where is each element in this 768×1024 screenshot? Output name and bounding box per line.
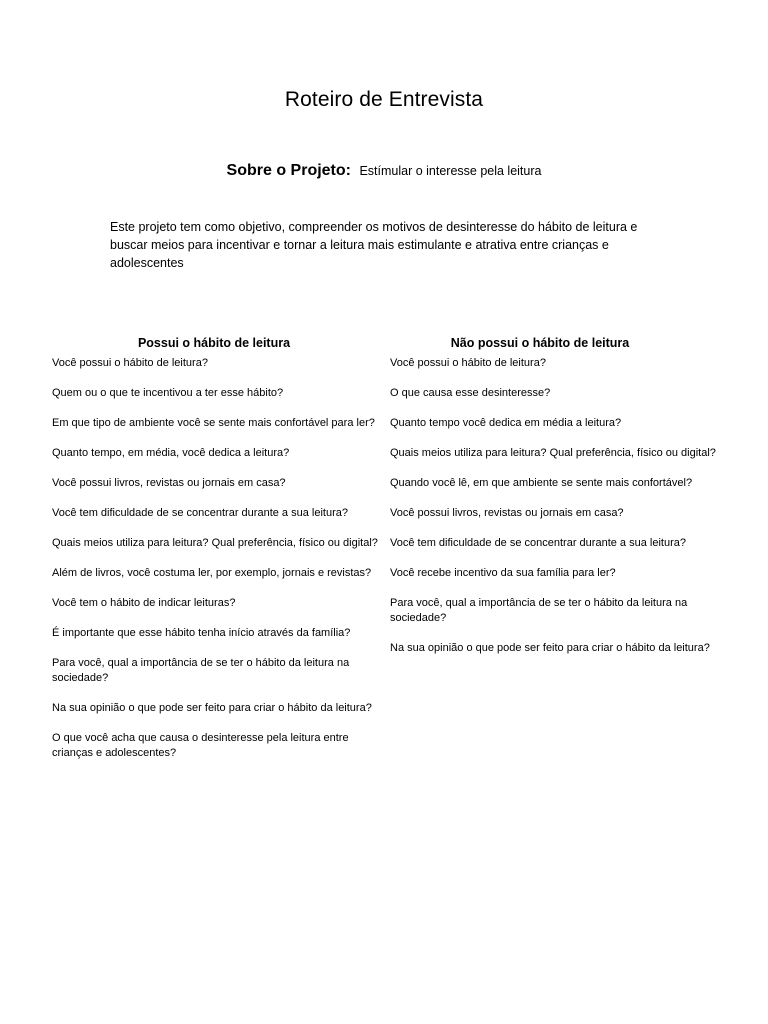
question-item: Você tem o hábito de indicar leituras? [52,597,236,609]
question-item: Você possui livros, revistas ou jornais em casa? [52,477,286,489]
question-item: Quais meios utiliza para leitura? Qual preferência, físico ou digital? [390,447,716,459]
question-item: Para você, qual a importância de se ter o hábito da leitura na sociedade? [52,657,350,684]
question-item: O que causa esse desinteresse? [390,387,551,399]
question-item: É importante que esse hábito tenha início através da família? [52,627,351,639]
question-list [390,356,730,656]
column-no-habit [390,336,730,671]
project-label: Sobre o Projeto: [226,162,351,179]
column-has-habit [52,336,382,776]
question-item: Quanto tempo você dedica em média a leitura? [390,417,622,429]
question-item: Na sua opinião o que pode ser feito para criar o hábito da leitura? [52,702,372,714]
column-header: Não possui o hábito de leitura [450,336,630,350]
question-list [52,356,382,761]
project-description: Este projeto tem como objetivo, compreender os motivos de desinteresse do hábito de leitura e buscar meios para incentivar e tornar a leitura mais estimulante e atrativa entre crianças e adolescentes [110,220,638,270]
question-item: O que você acha que causa o desinteresse pela leitura entre crianças e adolescentes? [52,732,349,759]
question-item: Quem ou o que te incentivou a ter esse hábito? [52,387,284,399]
project-line [0,162,768,180]
question-item: Quanto tempo, em média, você dedica a leitura? [52,447,290,459]
column-header: Possui o hábito de leitura [137,336,291,350]
question-item: Você tem dificuldade de se concentrar durante a sua leitura? [390,537,686,549]
question-item: Para você, qual a importância de se ter o hábito da leitura na sociedade? [390,597,688,624]
question-item: Você tem dificuldade de se concentrar durante a sua leitura? [52,507,348,519]
question-item: Além de livros, você costuma ler, por exemplo, jornais e revistas? [52,567,372,579]
question-item: Em que tipo de ambiente você se sente mais confortável para ler? [52,417,375,429]
question-item: Você possui o hábito de leitura? [390,357,546,369]
question-item: Você possui livros, revistas ou jornais em casa? [390,507,624,519]
question-item: Quando você lê, em que ambiente se sente mais confortável? [390,477,693,489]
question-item: Você possui o hábito de leitura? [52,357,208,369]
question-item: Você recebe incentivo da sua família para ler? [390,567,616,579]
project-value: Estímular o interesse pela leitura [359,164,542,178]
question-item: Na sua opinião o que pode ser feito para criar o hábito da leitura? [390,642,710,654]
document-title: Roteiro de Entrevista [284,88,484,111]
question-item: Quais meios utiliza para leitura? Qual preferência, físico ou digital? [52,537,378,549]
